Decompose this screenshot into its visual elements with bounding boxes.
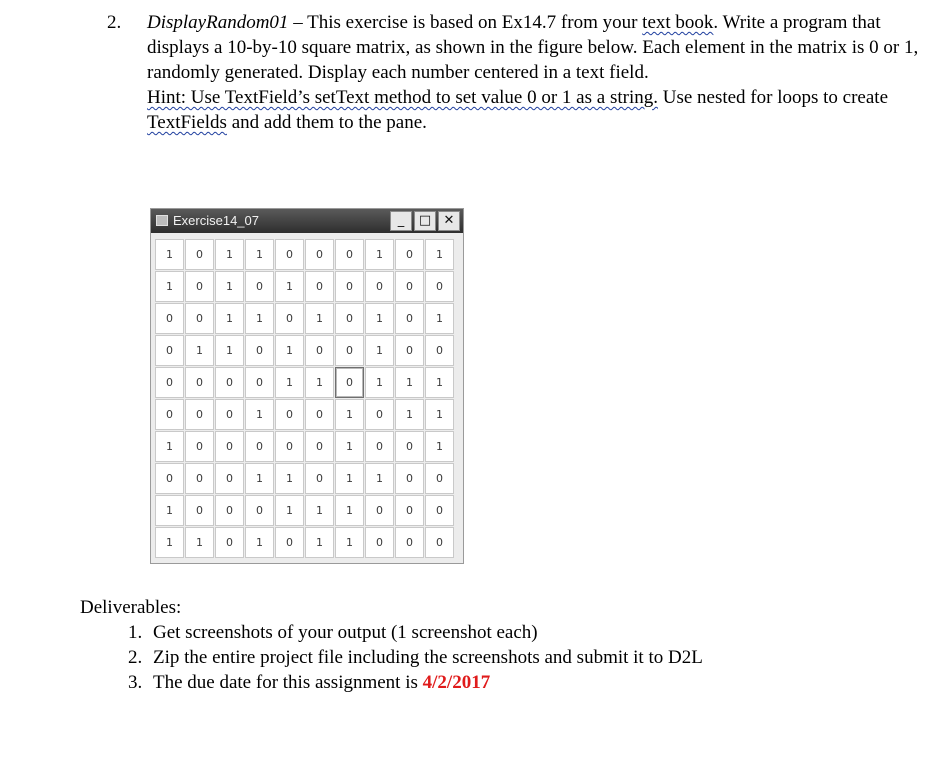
deliverables-list xyxy=(80,620,703,695)
matrix-cell: 0 xyxy=(275,399,304,430)
matrix-cell: 0 xyxy=(215,495,244,526)
intro-text: This exercise is based on Ex14.7 from your xyxy=(307,12,643,33)
matrix-cell: 0 xyxy=(185,495,214,526)
matrix-cell: 0 xyxy=(155,303,184,334)
matrix-cell: 1 xyxy=(275,495,304,526)
matrix-cell: 0 xyxy=(425,495,454,526)
matrix-cell: 1 xyxy=(335,527,364,558)
matrix-cell: 0 xyxy=(395,527,424,558)
matrix-cell: 0 xyxy=(365,495,394,526)
matrix-cell: 1 xyxy=(305,303,334,334)
deliverables-heading: Deliverables: xyxy=(80,597,182,618)
matrix-cell: 0 xyxy=(305,431,334,462)
exercise-title: DisplayRandom01 xyxy=(147,12,289,33)
matrix-cell: 0 xyxy=(155,335,184,366)
matrix-cell: 0 xyxy=(215,527,244,558)
matrix-cell: 0 xyxy=(425,463,454,494)
matrix-cell: 1 xyxy=(365,239,394,270)
matrix-cell: 0 xyxy=(155,367,184,398)
matrix-cell: 0 xyxy=(215,399,244,430)
exercise-number: 2. xyxy=(107,12,122,33)
exercise-window-screenshot xyxy=(150,208,464,564)
matrix-cell: 0 xyxy=(305,271,334,302)
matrix-cell: 0 xyxy=(155,463,184,494)
matrix-cell: 0 xyxy=(245,335,274,366)
matrix-cell: 0 xyxy=(305,399,334,430)
deliverable-item: 1. Get screenshots of your output (1 screenshot each) xyxy=(147,620,703,645)
matrix-cell: 0 xyxy=(365,399,394,430)
window-controls xyxy=(390,211,460,231)
matrix-cell: 0 xyxy=(215,463,244,494)
matrix-cell: 1 xyxy=(335,495,364,526)
matrix-cell: 0 xyxy=(365,431,394,462)
matrix-cell: 0 xyxy=(335,335,364,366)
matrix-cell: 1 xyxy=(215,271,244,302)
intro-text-cont: . Write a program that displays a 10-by-10 square matrix, as shown in the figure below. Each element in the matrix is 0 or 1, randomly generated. Display each number centered in a text field. xyxy=(147,12,919,83)
matrix-cell: 1 xyxy=(335,431,364,462)
matrix-cell: 1 xyxy=(215,239,244,270)
matrix-cell: 1 xyxy=(335,463,364,494)
matrix-cell: 0 xyxy=(245,367,274,398)
matrix-cell: 1 xyxy=(245,399,274,430)
matrix-cell: 0 xyxy=(425,335,454,366)
minimize-icon: _ xyxy=(390,211,412,231)
hint-text: Hint: Use TextField’s setText method to set value 0 or 1 as a string. xyxy=(147,87,658,108)
exercise-body xyxy=(147,10,927,135)
matrix-cell: 0 xyxy=(275,303,304,334)
deliverables-section xyxy=(80,595,703,695)
matrix-cell: 0 xyxy=(155,399,184,430)
matrix-cell: 1 xyxy=(425,239,454,270)
matrix-cell: 0 xyxy=(395,495,424,526)
matrix-cell: 0 xyxy=(335,239,364,270)
matrix-cell: 1 xyxy=(185,527,214,558)
matrix-cell: 1 xyxy=(275,271,304,302)
matrix-cell: 1 xyxy=(305,495,334,526)
window-titlebar xyxy=(151,209,463,233)
matrix-cell: 1 xyxy=(245,303,274,334)
matrix-cell: 1 xyxy=(155,431,184,462)
matrix-cell: 0 xyxy=(335,367,364,398)
hint-end: and add them to the pane. xyxy=(226,112,427,133)
matrix-cell: 1 xyxy=(275,335,304,366)
matrix-cell: 1 xyxy=(395,367,424,398)
exercise-2 xyxy=(107,10,927,135)
matrix-cell: 0 xyxy=(185,367,214,398)
window-title: Exercise14_07 xyxy=(173,213,259,228)
hint-after: Use nested for loops to create xyxy=(657,87,889,108)
matrix-cell: 1 xyxy=(425,431,454,462)
matrix-cell: 0 xyxy=(395,431,424,462)
matrix-cell: 1 xyxy=(245,239,274,270)
matrix-cell: 0 xyxy=(185,431,214,462)
matrix-cell: 1 xyxy=(425,367,454,398)
matrix-cell: 0 xyxy=(305,239,334,270)
matrix-cell: 0 xyxy=(305,463,334,494)
matrix-cell: 0 xyxy=(215,431,244,462)
matrix-cell: 0 xyxy=(185,399,214,430)
matrix-cell: 0 xyxy=(245,271,274,302)
matrix-cell: 0 xyxy=(335,303,364,334)
matrix-cell: 1 xyxy=(215,303,244,334)
textfields-word: TextFields xyxy=(147,112,227,133)
matrix-cell: 0 xyxy=(185,303,214,334)
matrix-cell: 0 xyxy=(425,271,454,302)
deliverable-item xyxy=(147,670,703,695)
matrix-cell: 0 xyxy=(275,431,304,462)
deliverable-item: 2. Zip the entire project file including the screenshots and submit it to D2L xyxy=(147,645,703,670)
matrix-cell: 1 xyxy=(425,399,454,430)
matrix-cell: 0 xyxy=(305,335,334,366)
matrix-cell: 1 xyxy=(305,367,334,398)
matrix-cell: 1 xyxy=(365,463,394,494)
matrix-cell: 1 xyxy=(395,399,424,430)
matrix-cell: 1 xyxy=(425,303,454,334)
matrix-cell: 1 xyxy=(365,303,394,334)
matrix-grid xyxy=(155,239,454,558)
close-icon: ✕ xyxy=(438,211,460,231)
exercise-description xyxy=(147,10,927,85)
matrix-cell: 0 xyxy=(395,463,424,494)
matrix-cell: 0 xyxy=(425,527,454,558)
matrix-cell: 0 xyxy=(245,495,274,526)
matrix-cell: 0 xyxy=(275,527,304,558)
matrix-cell: 1 xyxy=(155,495,184,526)
matrix-cell: 0 xyxy=(215,367,244,398)
matrix-cell: 1 xyxy=(155,239,184,270)
matrix-cell: 0 xyxy=(365,271,394,302)
matrix-cell: 1 xyxy=(365,335,394,366)
matrix-cell: 0 xyxy=(395,303,424,334)
matrix-cell: 1 xyxy=(335,399,364,430)
matrix-cell: 1 xyxy=(215,335,244,366)
matrix-cell: 1 xyxy=(365,367,394,398)
matrix-cell: 1 xyxy=(185,335,214,366)
matrix-cell: 1 xyxy=(155,271,184,302)
matrix-cell: 1 xyxy=(275,367,304,398)
matrix-cell: 0 xyxy=(395,335,424,366)
matrix-cell: 0 xyxy=(185,271,214,302)
matrix-cell: 0 xyxy=(185,239,214,270)
matrix-cell: 1 xyxy=(275,463,304,494)
matrix-cell: 1 xyxy=(305,527,334,558)
matrix-cell: 0 xyxy=(395,239,424,270)
hint-paragraph xyxy=(147,85,927,135)
matrix-cell: 0 xyxy=(185,463,214,494)
matrix-cell: 0 xyxy=(245,431,274,462)
app-icon xyxy=(156,215,168,226)
matrix-cell: 1 xyxy=(245,527,274,558)
due-date-label: The due date for this assignment is xyxy=(153,672,423,693)
maximize-icon: □ xyxy=(414,211,436,231)
textbook-word: text book xyxy=(642,12,714,33)
due-date: 4/2/2017 xyxy=(422,672,491,693)
matrix-cell: 0 xyxy=(395,271,424,302)
matrix-cell: 1 xyxy=(245,463,274,494)
title-dash: – xyxy=(288,12,308,33)
matrix-cell: 0 xyxy=(365,527,394,558)
matrix-cell: 0 xyxy=(335,271,364,302)
matrix-cell: 1 xyxy=(155,527,184,558)
matrix-cell: 0 xyxy=(275,239,304,270)
